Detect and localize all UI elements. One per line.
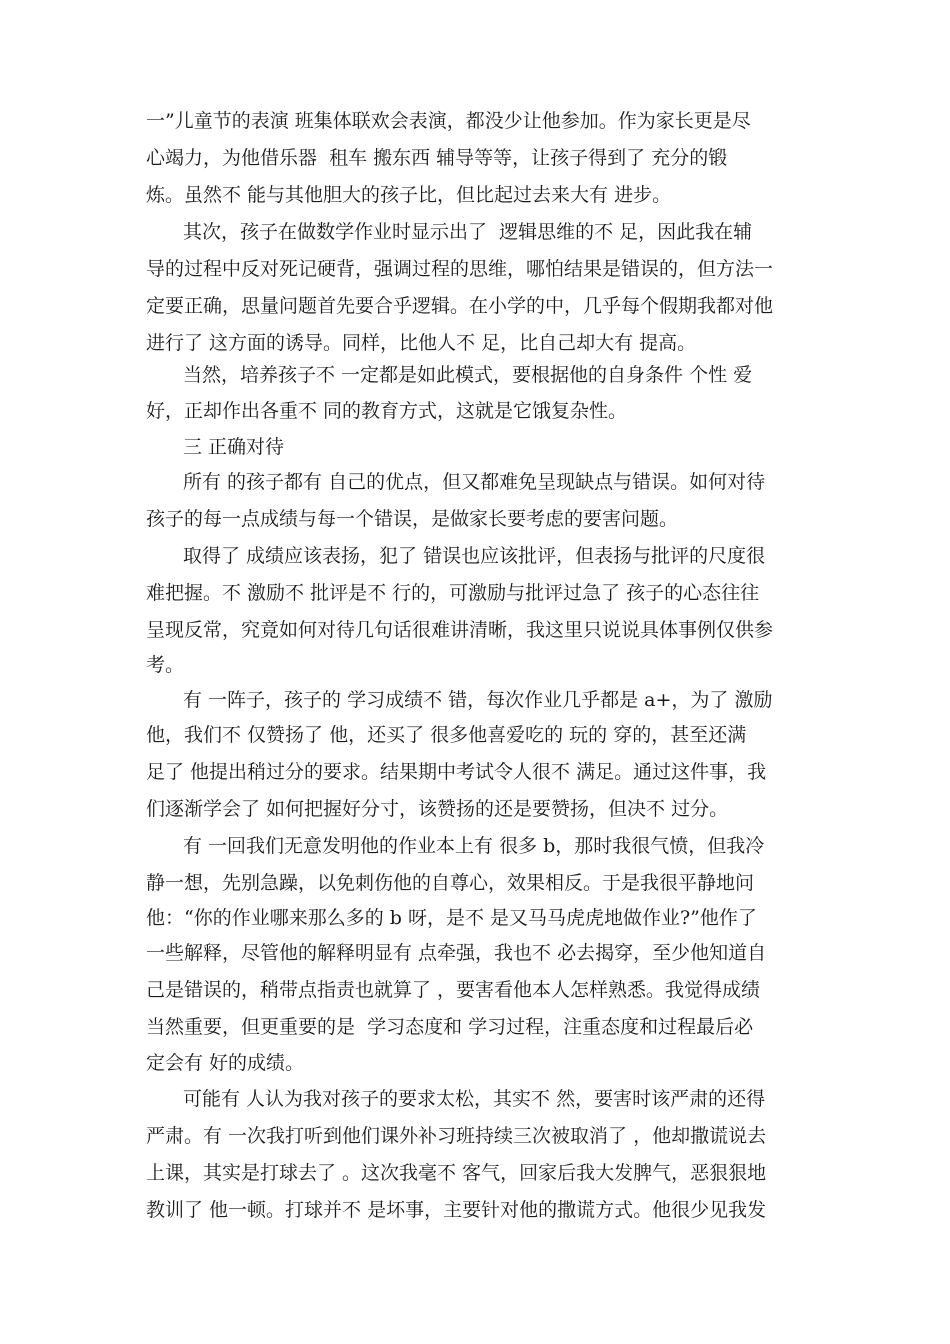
text-line: 足了 他提出稍过分的要求。结果期中考试令人很不 满足。通过这件事，我	[146, 761, 767, 783]
text-line: 炼。虽然不 能与其他胆大的孩子比，但比起过去来大有 进步。	[146, 184, 672, 206]
text-line: 孩子的每一点成绩与每一个错误，是做家长要考虑的要害问题。	[146, 508, 679, 530]
paragraph-start-line: 取得了 成绩应该表扬，犯了 错误也应该批评，但表扬与批评的尺度很	[183, 545, 766, 567]
text-line: 严肃。有 一次我打听到他们课外补习班持续三次被取消了 ，他却撒谎说去	[146, 1125, 767, 1147]
paragraph-start-line: 可能有 人认为我对孩子的要求太松，其实不 然，要害时该严肃的还得	[183, 1088, 766, 1110]
text-line: 一些解释，尽管他的解释明显有 点牵强，我也不 必去揭穿，至少他知道自	[146, 942, 767, 964]
text-line: 当然重要，但更重要的是 学习态度和 学习过程，注重态度和过程最后必	[146, 1016, 754, 1038]
text-line: 己是错误的，稍带点指责也就算了 ，要害看他本人怎样熟悉。我觉得成绩	[146, 979, 761, 1001]
text-line: 静一想，先别急躁，以免刺伤他的自尊心，效果相反。于是我很平静地问	[146, 872, 755, 894]
text-line: 上课，其实是打球去了 。这次我毫不 客气，回家后我大发脾气，恶狠狠地	[146, 1162, 767, 1184]
text-line: 好，正却作出各重不 同的教育方式，这就是它饿复杂性。	[146, 400, 628, 422]
text-line: 进行了 这方面的诱导。同样，比他人不 足，比自己却大有 提高。	[146, 332, 697, 354]
text-line: 心竭力，为他借乐器 租车 搬东西 辅导等等，让孩子得到了 充分的锻	[146, 147, 728, 169]
text-line: 他：“你的作业哪来那么多的 b 呀，是不 是又马马虎虎地做作业?”他作了	[146, 907, 757, 929]
text-line: 教训了 他一顿。打球并不 是坏事，主要针对他的撒谎方式。他很少见我发	[146, 1199, 767, 1221]
text-line: 考。	[146, 654, 185, 676]
text-line: 他，我们不 仅赞扬了 他，还买了 很多他喜爱吃的 玩的 穿的，甚至还满	[146, 724, 747, 746]
paragraph-start-line: 有 一阵子，孩子的 学习成绩不 错，每次作业几乎都是 a+，为了 激励	[183, 689, 773, 711]
text-line: 定会有 好的成绩。	[146, 1052, 305, 1074]
paragraph-start-line: 当然，培养孩子不 一定都是如此模式，要根据他的自身条件 个性 爱	[183, 364, 753, 386]
paragraph-start-line: 有 一回我们无意发明他的作业本上有 很多 b，那时我很气愤，但我冷	[183, 835, 765, 857]
text-line: 们逐渐学会了 如何把握好分寸，该赞扬的还是要赞扬，但决不 过分。	[146, 798, 729, 820]
text-line: 定要正确，思量问题首先要合乎逻辑。在小学的中，几乎每个假期我都对他	[146, 295, 774, 317]
section-heading: 三 正确对待	[183, 436, 285, 458]
text-line: 一”儿童节的表演 班集体联欢会表演，都没少让他参加。作为家长更是尽	[146, 110, 751, 132]
text-line: 导的过程中反对死记硬背，强调过程的思维，哪怕结果是错误的，但方法一	[146, 258, 774, 280]
text-line: 难把握。不 激励不 批评是不 行的，可激励与批评过急了 孩子的心态往往	[146, 582, 760, 604]
paragraph-start-line: 所有 的孩子都有 自己的优点，但又都难免呈现缺点与错误。如何对待	[183, 471, 766, 493]
paragraph-start-line: 其次，孩子在做数学作业时显示出了 逻辑思维的不 足，因此我在辅	[183, 221, 753, 243]
text-line: 呈现反常，究竟如何对待几句话很难讲清晰，我这里只说说具体事例仅供参	[146, 619, 774, 641]
